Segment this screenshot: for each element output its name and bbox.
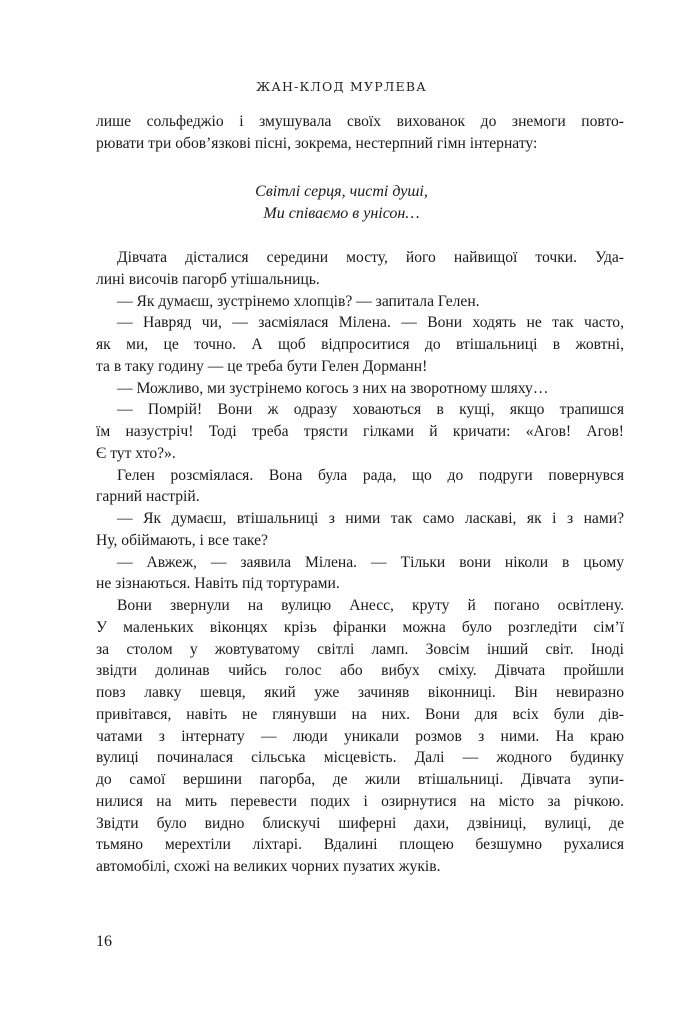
text-line: вулиці починалася сільська місцевість. Далі — жодного будинку (96, 749, 624, 767)
dialogue-line: — Можливо, ми зустрінемо когось з них на зворотному шляху… (117, 379, 549, 397)
poem-line: Ми співаємо в унісон… (263, 204, 420, 222)
text-line: тьмяно мерехтіли ліхтарі. Вдалині площею безшумно рухалися (96, 836, 624, 854)
text-line: Вони звернули на вулицю Анесс, круту й погано освітлену. (117, 597, 624, 614)
text-line: Звідти було видно блискучі шиферні дахи, дзвіниці, вулиці, де (96, 814, 624, 832)
text-line: за столом у жовтуватому світлі ламп. Зовсім інший світ. Іноді (96, 640, 624, 658)
dialogue-line: — Помрій! Вони ж одразу ховаються в кущі, якщо трапишся (117, 401, 624, 419)
text-line: Є тут хто?». (96, 444, 176, 462)
dialogue-line: — Навряд чи, — засміялася Мілена. — Вони ходять не так часто, (117, 314, 624, 332)
poem-line: Світлі серця, чисті душі, (255, 183, 428, 200)
body-text (96, 247, 624, 878)
text-line: звідти долинав чийсь голос або вибух сміху. Дівчата пройшли (96, 662, 624, 680)
text-line: нилися на мить перевести подих і озирнутися на місто за річкою. (96, 792, 624, 810)
text-line: до самої вершини пагорба, де жили втішальниці. Дівчата зупи- (96, 771, 624, 788)
text-line: як ми, це точно. А щоб відпроситися до втішальниці в жовтні, (96, 336, 624, 353)
text-line: Ну, обіймають, і все таке? (96, 531, 268, 549)
text-line: У маленьких віконцях крізь фіранки можна було розгледіти сім’ї (96, 618, 624, 636)
running-header: ЖАН-КЛОД МУРЛЕВА (256, 79, 427, 94)
text-line: чатами з інтернату — люди уникали розмов з ними. На краю (96, 727, 624, 745)
text-line: повз лавку шевця, який уже зачиняв віконниці. Він невиразно (96, 684, 624, 701)
text-line: їм назустріч! Тоді треба трясти гілками й кричати: «Агов! Агов! (96, 423, 624, 440)
dialogue-line: — Як думаєш, зустрінемо хлопців? — запитала Гелен. (117, 292, 480, 310)
text-line: лині височів пагорб утішальниць. (96, 270, 320, 288)
text-line: автомобілі, схожі на великих чорних пузатих жуків. (96, 858, 441, 875)
text-line: Дівчата дісталися середини мосту, його найвищої точки. Уда- (117, 249, 624, 266)
text-line: лише сольфеджіо і змушувала своїх вихованок до знемоги повто- (96, 113, 624, 130)
intro-paragraph (96, 111, 624, 155)
page-number: 16 (96, 933, 112, 950)
dialogue-line: — Авжеж, — заявила Мілена. — Тільки вони ніколи в цьому (117, 553, 624, 571)
text-line: та в таку годину — це треба бути Гелен Дорманн! (96, 357, 428, 375)
text-line: не зізнаються. Навіть під тортурами. (96, 575, 340, 593)
text-line: привітався, навіть не глянувши на них. Вони для всіх були дів- (96, 705, 624, 723)
poem-stanza (0, 181, 683, 225)
text-line: рювати три обов’язкові пісні, зокрема, нестерпний гімн інтернату: (96, 134, 538, 152)
text-line: Гелен розсміялася. Вона була рада, що до подруги повернувся (117, 466, 624, 484)
text-line: гарний настрій. (96, 488, 200, 506)
dialogue-line: — Як думаєш, втішальниці з ними так само ласкаві, як і з нами? (117, 510, 624, 527)
